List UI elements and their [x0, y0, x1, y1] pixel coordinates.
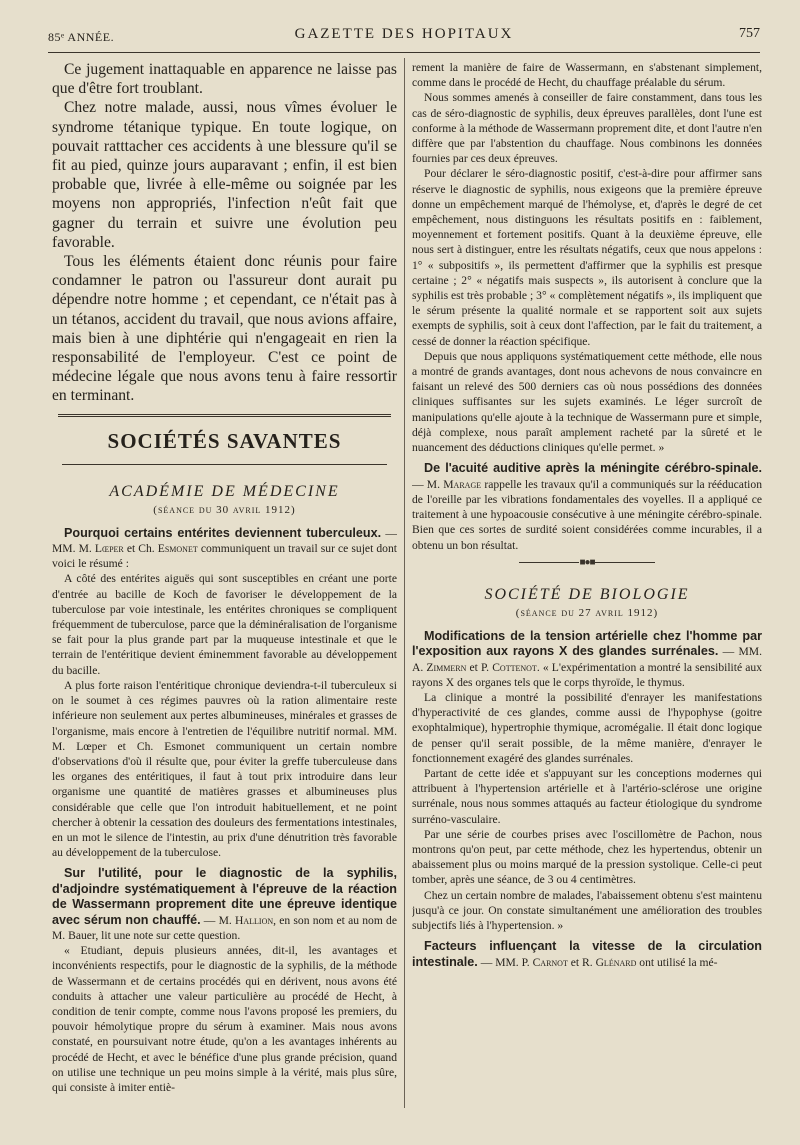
byline-text: — M. — [412, 477, 444, 491]
article-acuite-auditive — [412, 461, 762, 552]
byline-text: — MM. A. — [412, 645, 762, 674]
author-name: Marage — [443, 477, 482, 491]
article-paragraph-continued: rement la manière de faire de Wassermann, en s'abstenant simplement, comme dans le procédé de Hecht, du chauffage préalable du sérum. — [412, 61, 762, 90]
author-name: Lœper — [94, 542, 124, 556]
byline-text: — MM. M. — [52, 526, 397, 556]
article-paragraph: Pour déclarer le séro-diagnostic positif, c'est-à-dire pour affirmer sans réserve le diagnostic de syphilis, nous exigeons que la première épreuve donne un empêchement marqué de l'hémolyse, et, d'après le degré de cet empêchement, nous distinguons les résultats positifs en : faiblement, moyennement et fortement positifs. Quant à la deuxième épreuve, elle nous sert à distinguer, entre les résultats négatifs, ceux que nous appelons : 1° « subpositifs », ils permettent d'affirmer que la syphilis est presque certaine ; 2° « négatifs mais suspects », ils autorisent à conclure que la syphilis est très probable ; 3° « complètement négatifs », ils impliquent que le sérum présente la qualité normale et se rapportent soit aux sujets exempts de syphilis, soit à ceux dont l'affection, par le fait du traitement, a cessé de donner la réaction spécifique. — [412, 167, 762, 348]
session-date-academie: (séance du 30 avril 1912) — [153, 503, 296, 516]
article-paragraph: La clinique a montré la possibilité d'enrayer les manifestations d'hyperactivité de ces glandes, comme aussi de l'hypophyse (goitre exophtalmique), hypertrophie thymique, acromégalie. Il était donc logique de penser qu'il serait possible, de la même manière, d'enrayer le fonctionnement exagéré des glandes surrénales. — [412, 690, 762, 765]
article-paragraph: Depuis que nous appliquons systématiquement cette méthode, elle nous a montré de grands avantages, dont nous achevons de nous convaincre en faisant un relevé des 500 derniers cas où nous possédions des données cliniques suffisantes sur les sujets examinés. Le léger surcroît de manipulations qu'elle ajoute à la technique de Wassermann pure et simple, déjà complexe, nous paraît amplement racheté par la sûreté et le nuancement des déductions cliniques qu'elle permet. » — [412, 349, 762, 455]
author-name: Hallion — [235, 913, 274, 927]
byline-text: — M. — [200, 913, 235, 927]
section-rule-top — [58, 414, 391, 417]
society-title-academie: ACADÉMIE DE MÉDECINE — [109, 482, 340, 500]
byline-text: et R. — [567, 955, 596, 969]
article-circulation-intestinale — [412, 939, 762, 970]
article-paragraph: Nous sommes amenés à conseiller de faire constamment, dans tous les cas de séro-diagnostic de syphilis, deux épreuves parallèles, dont l'une est conforme à la méthode de Wassermann proprement dite, et dont l'autre n'en diffère que par l'abstention du chauffage. Nous combinons les données fournies par ces deux épreuves. — [412, 91, 762, 166]
article-title: Modifications de la tension artérielle chez l'homme par l'exposition aux rayons X des glandes surrénales. — [412, 628, 762, 659]
byline-text: communiquent un travail sur ce sujet dont voici le résumé : — [52, 542, 397, 571]
author-name: Glénard — [595, 955, 637, 969]
byline-text: , en son nom et au nom de M. Bauer, lit une note sur cette question. — [52, 913, 397, 942]
author-name: Carnot — [532, 955, 568, 969]
article-paragraph: « Etudiant, depuis plusieurs années, dit-il, les avantages et inconvénients respectifs, pour le diagnostic de la syphilis, de la méthode de Wassermann et de certains procédés qui en dérivent, nous avons été conduits à attacher une valeur particulière au procédé de Hecht, à condition de tenir compte, comme nous l'avons proposé les premiers, du pouvoir hémolytique propre du sérum à examiner. Mais nous avons constaté, en poursuivant notre étude, qu'on a les avantages inhérents au procédé de Hecht, et avec le bénéfice d'une plus grande précision, quand on utilise une technique un peu moins simple à la vérité, mais plus sûre, qui consiste à imiter entiè- — [52, 944, 397, 1094]
society-title-biologie: SOCIÉTÉ DE BIOLOGIE — [484, 585, 690, 603]
intro-paragraph-1: Ce jugement inattaquable en apparence ne laisse pas que d'être fort troublant. — [52, 61, 397, 98]
intro-paragraph-3: Tous les éléments étaient donc réunis pour faire condamner le patron ou l'assureur dont aurait pu dépendre notre homme ; et cependant, ce n'était pas à un tétanos, accident du travail, que nous avions affaire, mais bien à une diphtérie qui n'engageait en rien la responsabilité de l'employeur. C'est ce point de médecine légale que nous avons tenu à faire ressortir en terminant. — [52, 253, 397, 405]
article-body: rappelle les travaux qu'il a communiqués sur la rééducation de l'oreille par les vibrations fondamentales des voyelles. Il a appliqué ce traitement à une hypoacousie consécutive à une méningite cérébro-spinale. Bien que ces sortes de surdité soient considérées comme incurables, il a obtenu un bon résultat. — [412, 477, 762, 552]
header-rule — [48, 52, 760, 53]
byline-text: et Ch. — [123, 542, 158, 556]
ornament-divider: ■●■ — [412, 557, 762, 568]
byline-text: — MM. P. — [477, 955, 533, 969]
section-title: SOCIÉTÉS SAVANTES — [107, 428, 342, 453]
section-rule-bottom — [62, 464, 387, 465]
session-date-biologie: (séance du 27 avril 1912) — [515, 606, 659, 619]
article-paragraph: A plus forte raison l'entéritique chronique deviendra-t-il tuberculeux si on le soumet à ces régimes pauvres où la ration alimentaire reste inférieure non seulement aux pertes albumineuses, minérales et grasses de l'organisme, mais encore à l'entretien de l'équilibre nutritif normal. MM. M. Lœper et Ch. Esmonet communiquent un certain nombre d'observations d'où il résulte que, pour éviter la greffe tuberculeuse dans les organes des entéritiques, il faut à tout prix introduire dans leur organisme une quantité de matières grasses et albumineuses plus considérable que celle que l'on introduit habituellement, et ne point chercher à obtenir la cessation des douleurs des fermentations intestinales, en un mot le silence de l'intestin, au prix d'une dénutrition très favorable au développement de la tuberculose. — [52, 678, 397, 860]
article-title: Sur l'utilité, pour le diagnostic de la syphilis, d'adjoindre systématiquement à l'épreuve de la réaction de Wassermann proprement dite une épreuve identique avec sérum non chauffé. — [52, 866, 397, 927]
article-title: Pourquoi certains entérites deviennent tuberculeux. — [64, 525, 382, 540]
journal-title: GAZETTE DES HOPITAUX — [294, 26, 514, 42]
page-header — [48, 26, 760, 48]
article-body: . « L'expérimentation a montré la sensibilité aux rayons X des organes tels que le corps thyroïde, le thymus. — [412, 660, 762, 689]
article-tuberculose — [52, 526, 397, 572]
issue-number: 85ᵉ ANNÉE. — [48, 30, 115, 44]
article-title: De l'acuité auditive après la méningite cérébro-spinale. — [424, 461, 762, 476]
right-column — [412, 60, 762, 1135]
intro-paragraph-2: Chez notre malade, aussi, nous vîmes évoluer le syndrome tétanique typique. En toute logique, on pouvait ratttacher ces accidents à une blessure qu'il se fit au pied, quinze jours auparavant ; enfin, il est bien probable que, livrée à elle-même ou soignée par les moyens non appropriés, l'infection n'eût fait que gagner du terrain et suivre une évolution peu favorable. — [52, 99, 397, 251]
byline-text: et P. — [466, 660, 493, 674]
article-paragraph: Chez un certain nombre de malades, l'abaissement obtenu s'est maintenu jusqu'à ce jour. On constate simultanément une amélioration des troubles subjectifs liés à l'hypertension. » — [412, 888, 762, 932]
article-paragraph: A côté des entérites aiguës qui sont susceptibles en créant une porte d'entrée au bacille de Koch de favoriser le développement de la tuberculose par voie intestinale, les entérites chroniques se compliquent fréquemment de tuberculose, parce que la déminéralisation de l'organisme se fait pour la plus grande part par la muqueuse intestinale et que le terrain de l'entéritique devient éminemment favorable au développement du bacille. — [52, 572, 397, 677]
author-name: Zimmern — [426, 660, 467, 674]
article-title: Facteurs influençant la vitesse de la circulation intestinale. — [412, 939, 762, 969]
column-divider — [404, 58, 405, 1108]
byline-text: ont utilisé la mé- — [636, 955, 718, 969]
page-number: 757 — [739, 26, 760, 41]
article-paragraph: Partant de cette idée et s'appuyant sur les conceptions modernes qui attribuent à l'hypertension artérielle et à l'artério-sclérose une origine surrénale, nous nous sommes attaqués au facteur étiologique du syndrome surréno-vasculaire. — [412, 766, 762, 826]
author-name: Cottenot — [492, 660, 537, 674]
article-paragraph: Par une série de courbes prises avec l'oscillomètre de Pachon, nous montrons qu'on peut, par cette méthode, chez les hypertendus, obtenir un abaissement plus ou moins marqué de la pression systolique. Celle-ci peut tomber, après une séance, de 3 ou 4 centimètres. — [412, 827, 762, 887]
author-name: Esmonet — [157, 542, 198, 556]
article-tension-arterielle — [412, 629, 762, 690]
left-column — [52, 60, 397, 1135]
article-syphilis — [52, 866, 397, 943]
